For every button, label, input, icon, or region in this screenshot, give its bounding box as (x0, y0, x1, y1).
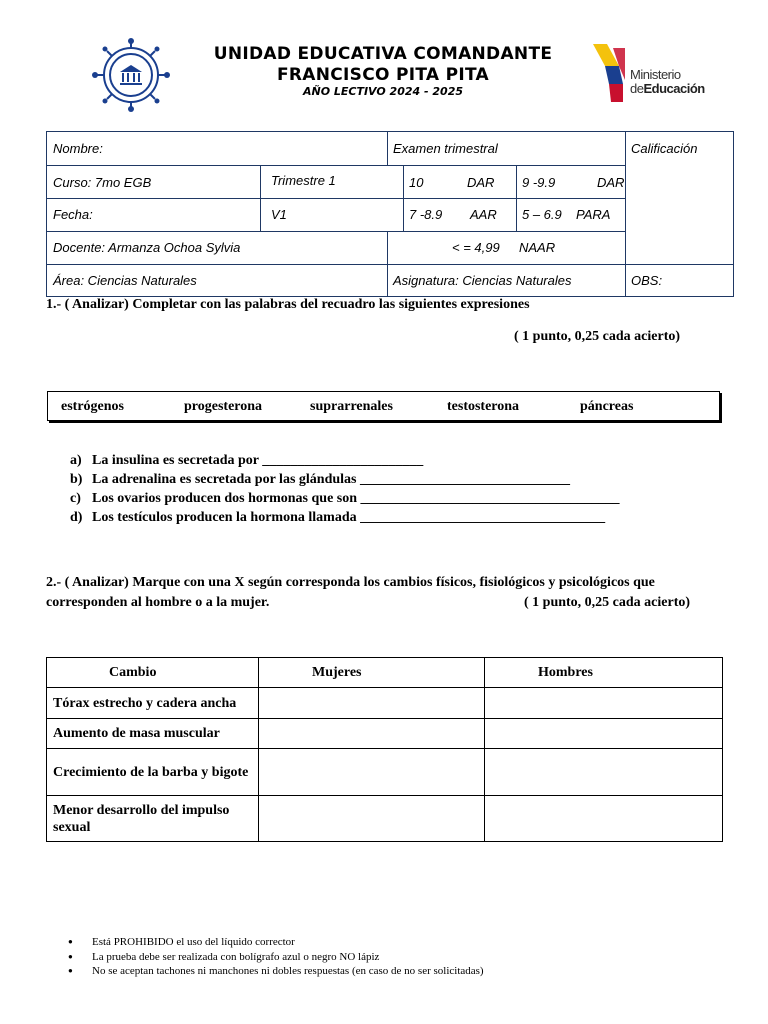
table-row (47, 719, 723, 749)
hombres-answer-cell[interactable] (485, 796, 723, 842)
mujeres-answer-cell[interactable] (259, 688, 485, 719)
grade-score: 7 -8.9 (409, 207, 443, 222)
rule-item: ● La prueba debe ser realizada con bolígrafo azul o negro NO lápiz (68, 950, 484, 965)
fill-in-item: d) Los testículos producen la hormona llamada ___________________________________ (70, 510, 606, 525)
changes-table (46, 657, 723, 842)
nombre-label: Nombre: (53, 141, 103, 156)
fill-in-item: a) La insulina es secretada por _______________________ (70, 453, 424, 468)
version-label: V1 (271, 207, 287, 222)
word-bank-item: estrógenos (61, 399, 124, 414)
word-bank (47, 391, 720, 421)
grade-code: NAAR (519, 240, 556, 255)
table-row (47, 688, 723, 719)
question-2-points: ( 1 punto, 0,25 cada acierto) (524, 595, 691, 610)
asignatura-label: Asignatura: Ciencias Naturales (393, 273, 572, 288)
table-header: Cambio (47, 658, 259, 688)
hombres-answer-cell[interactable] (485, 749, 723, 796)
grade-code: DAR (467, 175, 495, 190)
grade-score: 5 – 6.9 (522, 207, 562, 222)
word-bank-item: suprarrenales (310, 399, 393, 414)
rule-item: ● Está PROHIBIDO el uso del líquido corrector (68, 935, 484, 950)
student-info-table (46, 131, 734, 297)
table-row (47, 749, 723, 796)
area-label: Área: Ciencias Naturales (53, 273, 197, 288)
table-header: Hombres (485, 658, 723, 688)
rule-item: ● No se aceptan tachones ni manchones ni dobles respuestas (en caso de no ser solicitadas) (68, 964, 484, 979)
table-cell: Crecimiento de la barba y bigote (47, 749, 259, 796)
ministry-flag-icon (593, 44, 629, 102)
word-bank-item: progesterona (184, 399, 263, 414)
school-logo (86, 38, 176, 112)
curso-label: Curso: 7mo EGB (53, 175, 152, 190)
trimestre-label: Trimestre 1 (271, 173, 336, 188)
mujeres-answer-cell[interactable] (259, 719, 485, 749)
fill-in-item: b) La adrenalina es secretada por las glándulas ______________________________ (70, 472, 570, 487)
mujeres-answer-cell[interactable] (259, 796, 485, 842)
grade-code: AAR (470, 207, 497, 222)
grade-score: 10 (409, 175, 424, 190)
question-1-points: ( 1 punto, 0,25 cada acierto) (514, 329, 681, 344)
table-cell: Aumento de masa muscular (47, 719, 259, 749)
docente-label: Docente: Armanza Ochoa Sylvia (53, 240, 241, 255)
grade-code: DAR (597, 175, 625, 190)
exam-rules (68, 935, 484, 979)
fill-in-item: c) Los ovarios producen dos hormonas que son _____________________________________ (70, 491, 620, 506)
exam-type: Examen trimestral (393, 141, 498, 156)
table-row (47, 796, 723, 842)
table-cell: Menor desarrollo del impulso sexual (47, 796, 259, 842)
table-cell: Tórax estrecho y cadera ancha (47, 688, 259, 719)
ministry-name: Ministerio deEducación (630, 67, 705, 96)
question-1-title: 1.- ( Analizar) Completar con las palabras del recuadro las siguientes expresiones (46, 297, 530, 312)
grade-score: < = 4,99 (452, 240, 500, 255)
table-header: Mujeres (259, 658, 485, 688)
calificacion-label: Calificación (631, 141, 698, 156)
school-name: UNIDAD EDUCATIVA COMANDANTE FRANCISCO PITA PITA (213, 44, 553, 85)
hombres-answer-cell[interactable] (485, 688, 723, 719)
obs-label: OBS: (631, 273, 663, 288)
word-bank-item: testosterona (447, 399, 520, 414)
mujeres-answer-cell[interactable] (259, 749, 485, 796)
school-year: AÑO LECTIVO 2024 - 2025 (302, 85, 464, 98)
hombres-answer-cell[interactable] (485, 719, 723, 749)
grade-code: PARA (576, 207, 611, 222)
fecha-label: Fecha: (53, 207, 93, 222)
word-bank-item: páncreas (580, 399, 634, 414)
grade-score: 9 -9.9 (522, 175, 556, 190)
question-2-title: 2.- ( Analizar) Marque con una X según corresponda los cambios físicos, fisiológicos y psicológicos que corresponden al hombre o a la mujer. (46, 575, 655, 610)
